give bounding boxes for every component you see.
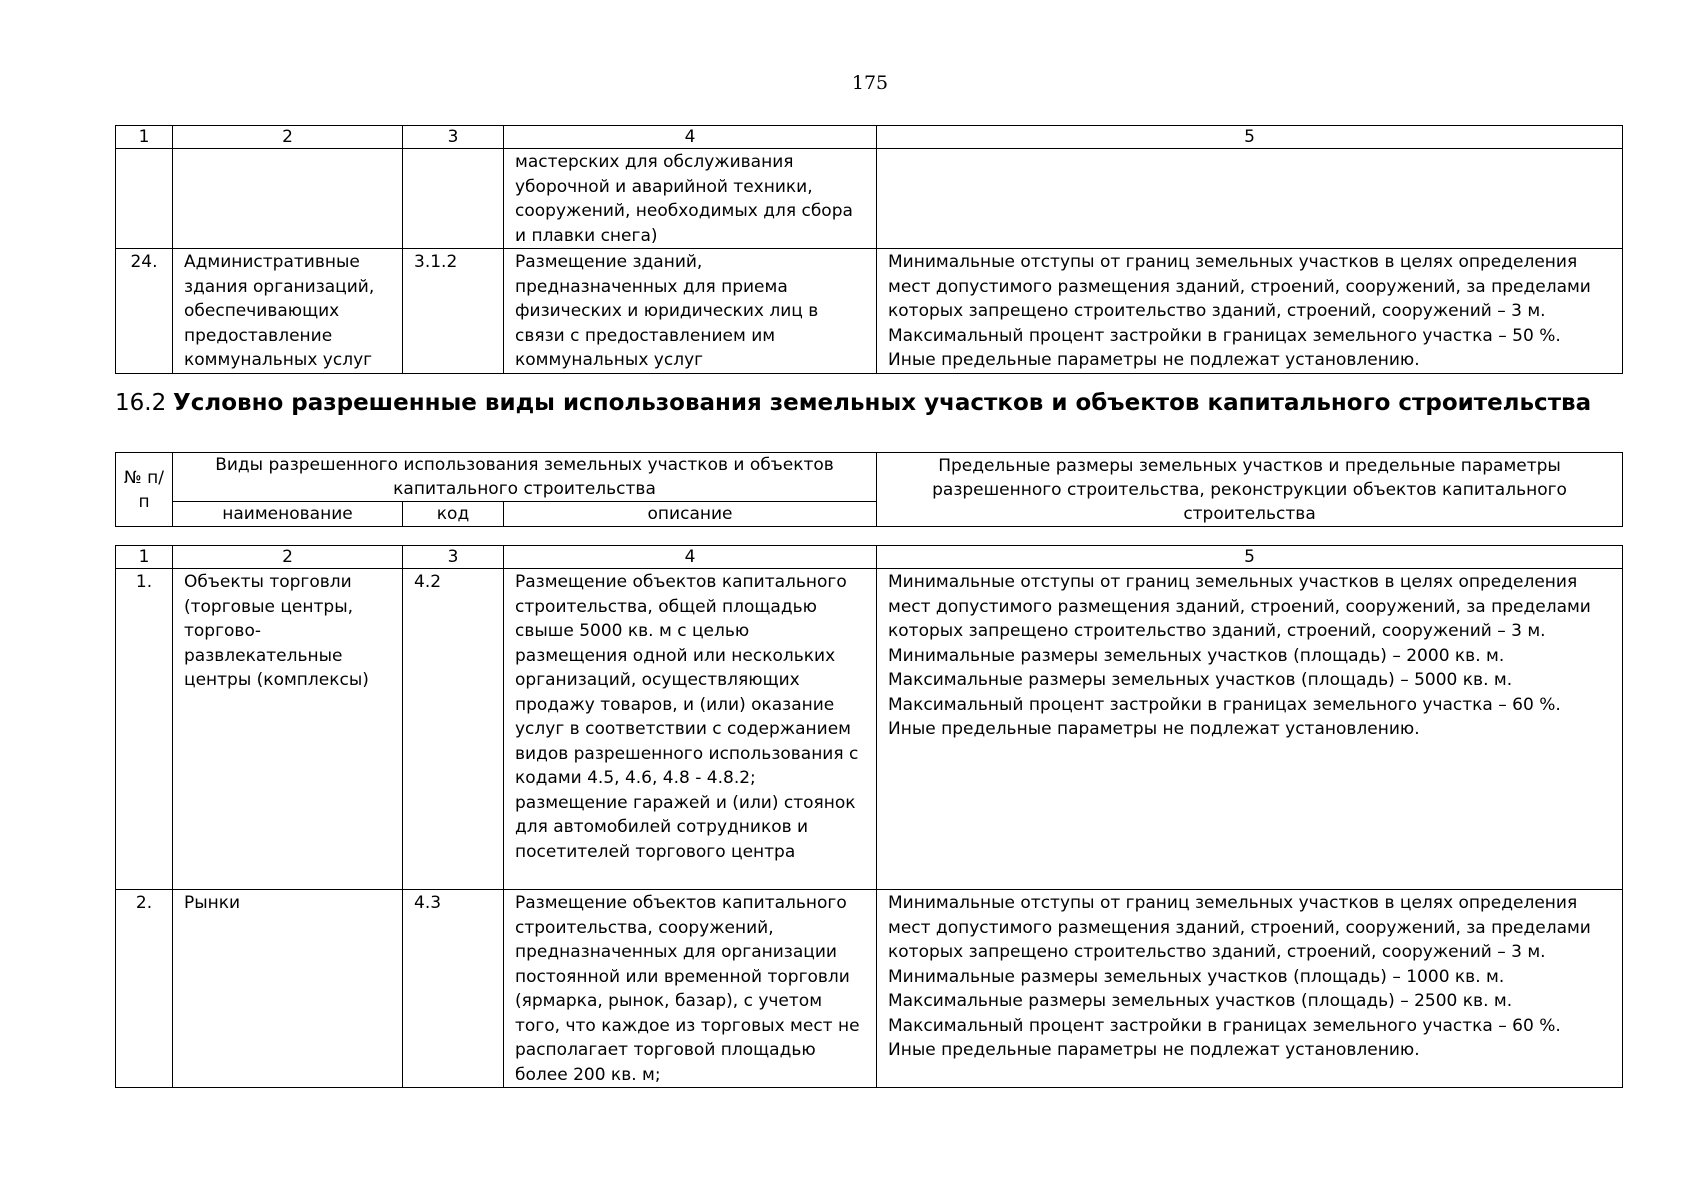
- row-number: 2.: [116, 890, 173, 1088]
- table-row: [116, 149, 1623, 249]
- use-code: 4.3: [403, 890, 504, 1088]
- types-header: Виды разрешенного использования земельных участков и объектов капитального строительства: [173, 453, 877, 502]
- use-description: Размещение объектов капитального строительства, общей площадью свыше 5000 кв. м с целью размещения одной или нескольких организаций, осуществляющих продажу товаров, и (или) оказание услуг в соответствии с содержанием видов разрешенного использования с кодами 4.5, 4.6, 4.8 - 4.8.2; размещение гаражей и (или) стоянок для автомобилей сотрудников и посетителей торгового центра: [504, 569, 877, 890]
- use-params: [877, 149, 1623, 249]
- use-name: Административные здания организаций, обеспечивающих предоставление коммунальных услуг: [173, 249, 403, 374]
- col-number: 5: [877, 546, 1623, 569]
- col-number: 2: [173, 546, 403, 569]
- use-params: Минимальные отступы от границ земельных участков в целях определения мест допустимого размещения зданий, строений, сооружений, за пределами которых запрещено строительство зданий, строений, сооружений – 3 м. Максимальный процент застройки в границах земельного участка – 50 %. Иные предельные параметры не подлежат установлению.: [877, 249, 1623, 374]
- column-number-row: [116, 126, 1623, 149]
- main-table: [115, 545, 1623, 1088]
- use-description: Размещение объектов капитального строительства, сооружений, предназначенных для организации постоянной или временной торговли (ярмарка, рынок, базар), с учетом того, что каждое из торговых мест не располагает торговой площадью более 200 кв. м;: [504, 890, 877, 1088]
- use-code: 3.1.2: [403, 249, 504, 374]
- table-row: [116, 569, 1623, 890]
- column-number-row: [116, 546, 1623, 569]
- col-number: 5: [877, 126, 1623, 149]
- page-number: 175: [851, 72, 889, 94]
- section-title: Условно разрешенные виды использования земельных участков и объектов капитального строительства: [173, 390, 1592, 416]
- code-header: код: [403, 502, 504, 527]
- row-number: 24.: [116, 249, 173, 374]
- description-header: описание: [504, 502, 877, 527]
- params-header: Предельные размеры земельных участков и предельные параметры разрешенного строительства, реконструкции объектов капитального строительства: [877, 453, 1623, 527]
- header-table: [115, 452, 1623, 527]
- table-row: [116, 249, 1623, 374]
- num-header: № п/п: [116, 453, 173, 527]
- col-number: 1: [116, 126, 173, 149]
- use-description: Размещение зданий, предназначенных для приема физических и юридических лиц в связи с предоставлением им коммунальных услуг: [504, 249, 877, 374]
- use-name: Объекты торговли (торговые центры, торгово-развлекательные центры (комплексы): [173, 569, 403, 890]
- name-header: наименование: [173, 502, 403, 527]
- section-number: 16.2: [115, 390, 167, 416]
- use-code: [403, 149, 504, 249]
- top-table: [115, 125, 1623, 374]
- col-number: 3: [403, 546, 504, 569]
- use-description: мастерских для обслуживания уборочной и аварийной техники, сооружений, необходимых для сбора и плавки снега): [504, 149, 877, 249]
- use-code: 4.2: [403, 569, 504, 890]
- row-number: [116, 149, 173, 249]
- col-number: 4: [504, 126, 877, 149]
- col-number: 1: [116, 546, 173, 569]
- use-name: [173, 149, 403, 249]
- col-number: 2: [173, 126, 403, 149]
- use-name: Рынки: [173, 890, 403, 1088]
- col-number: 4: [504, 546, 877, 569]
- row-number: 1.: [116, 569, 173, 890]
- col-number: 3: [403, 126, 504, 149]
- table-row: [116, 890, 1623, 1088]
- use-params: Минимальные отступы от границ земельных участков в целях определения мест допустимого размещения зданий, строений, сооружений, за пределами которых запрещено строительство зданий, строений, сооружений – 3 м. Минимальные размеры земельных участков (площадь) – 2000 кв. м. Максимальные размеры земельных участков (площадь) – 5000 кв. м. Максимальный процент застройки в границах земельного участка – 60 %. Иные предельные параметры не подлежат установлению.: [877, 569, 1623, 890]
- use-params: Минимальные отступы от границ земельных участков в целях определения мест допустимого размещения зданий, строений, сооружений, за пределами которых запрещено строительство зданий, строений, сооружений – 3 м. Минимальные размеры земельных участков (площадь) – 1000 кв. м. Максимальные размеры земельных участков (площадь) – 2500 кв. м. Максимальный процент застройки в границах земельного участка – 60 %. Иные предельные параметры не подлежат установлению.: [877, 890, 1623, 1088]
